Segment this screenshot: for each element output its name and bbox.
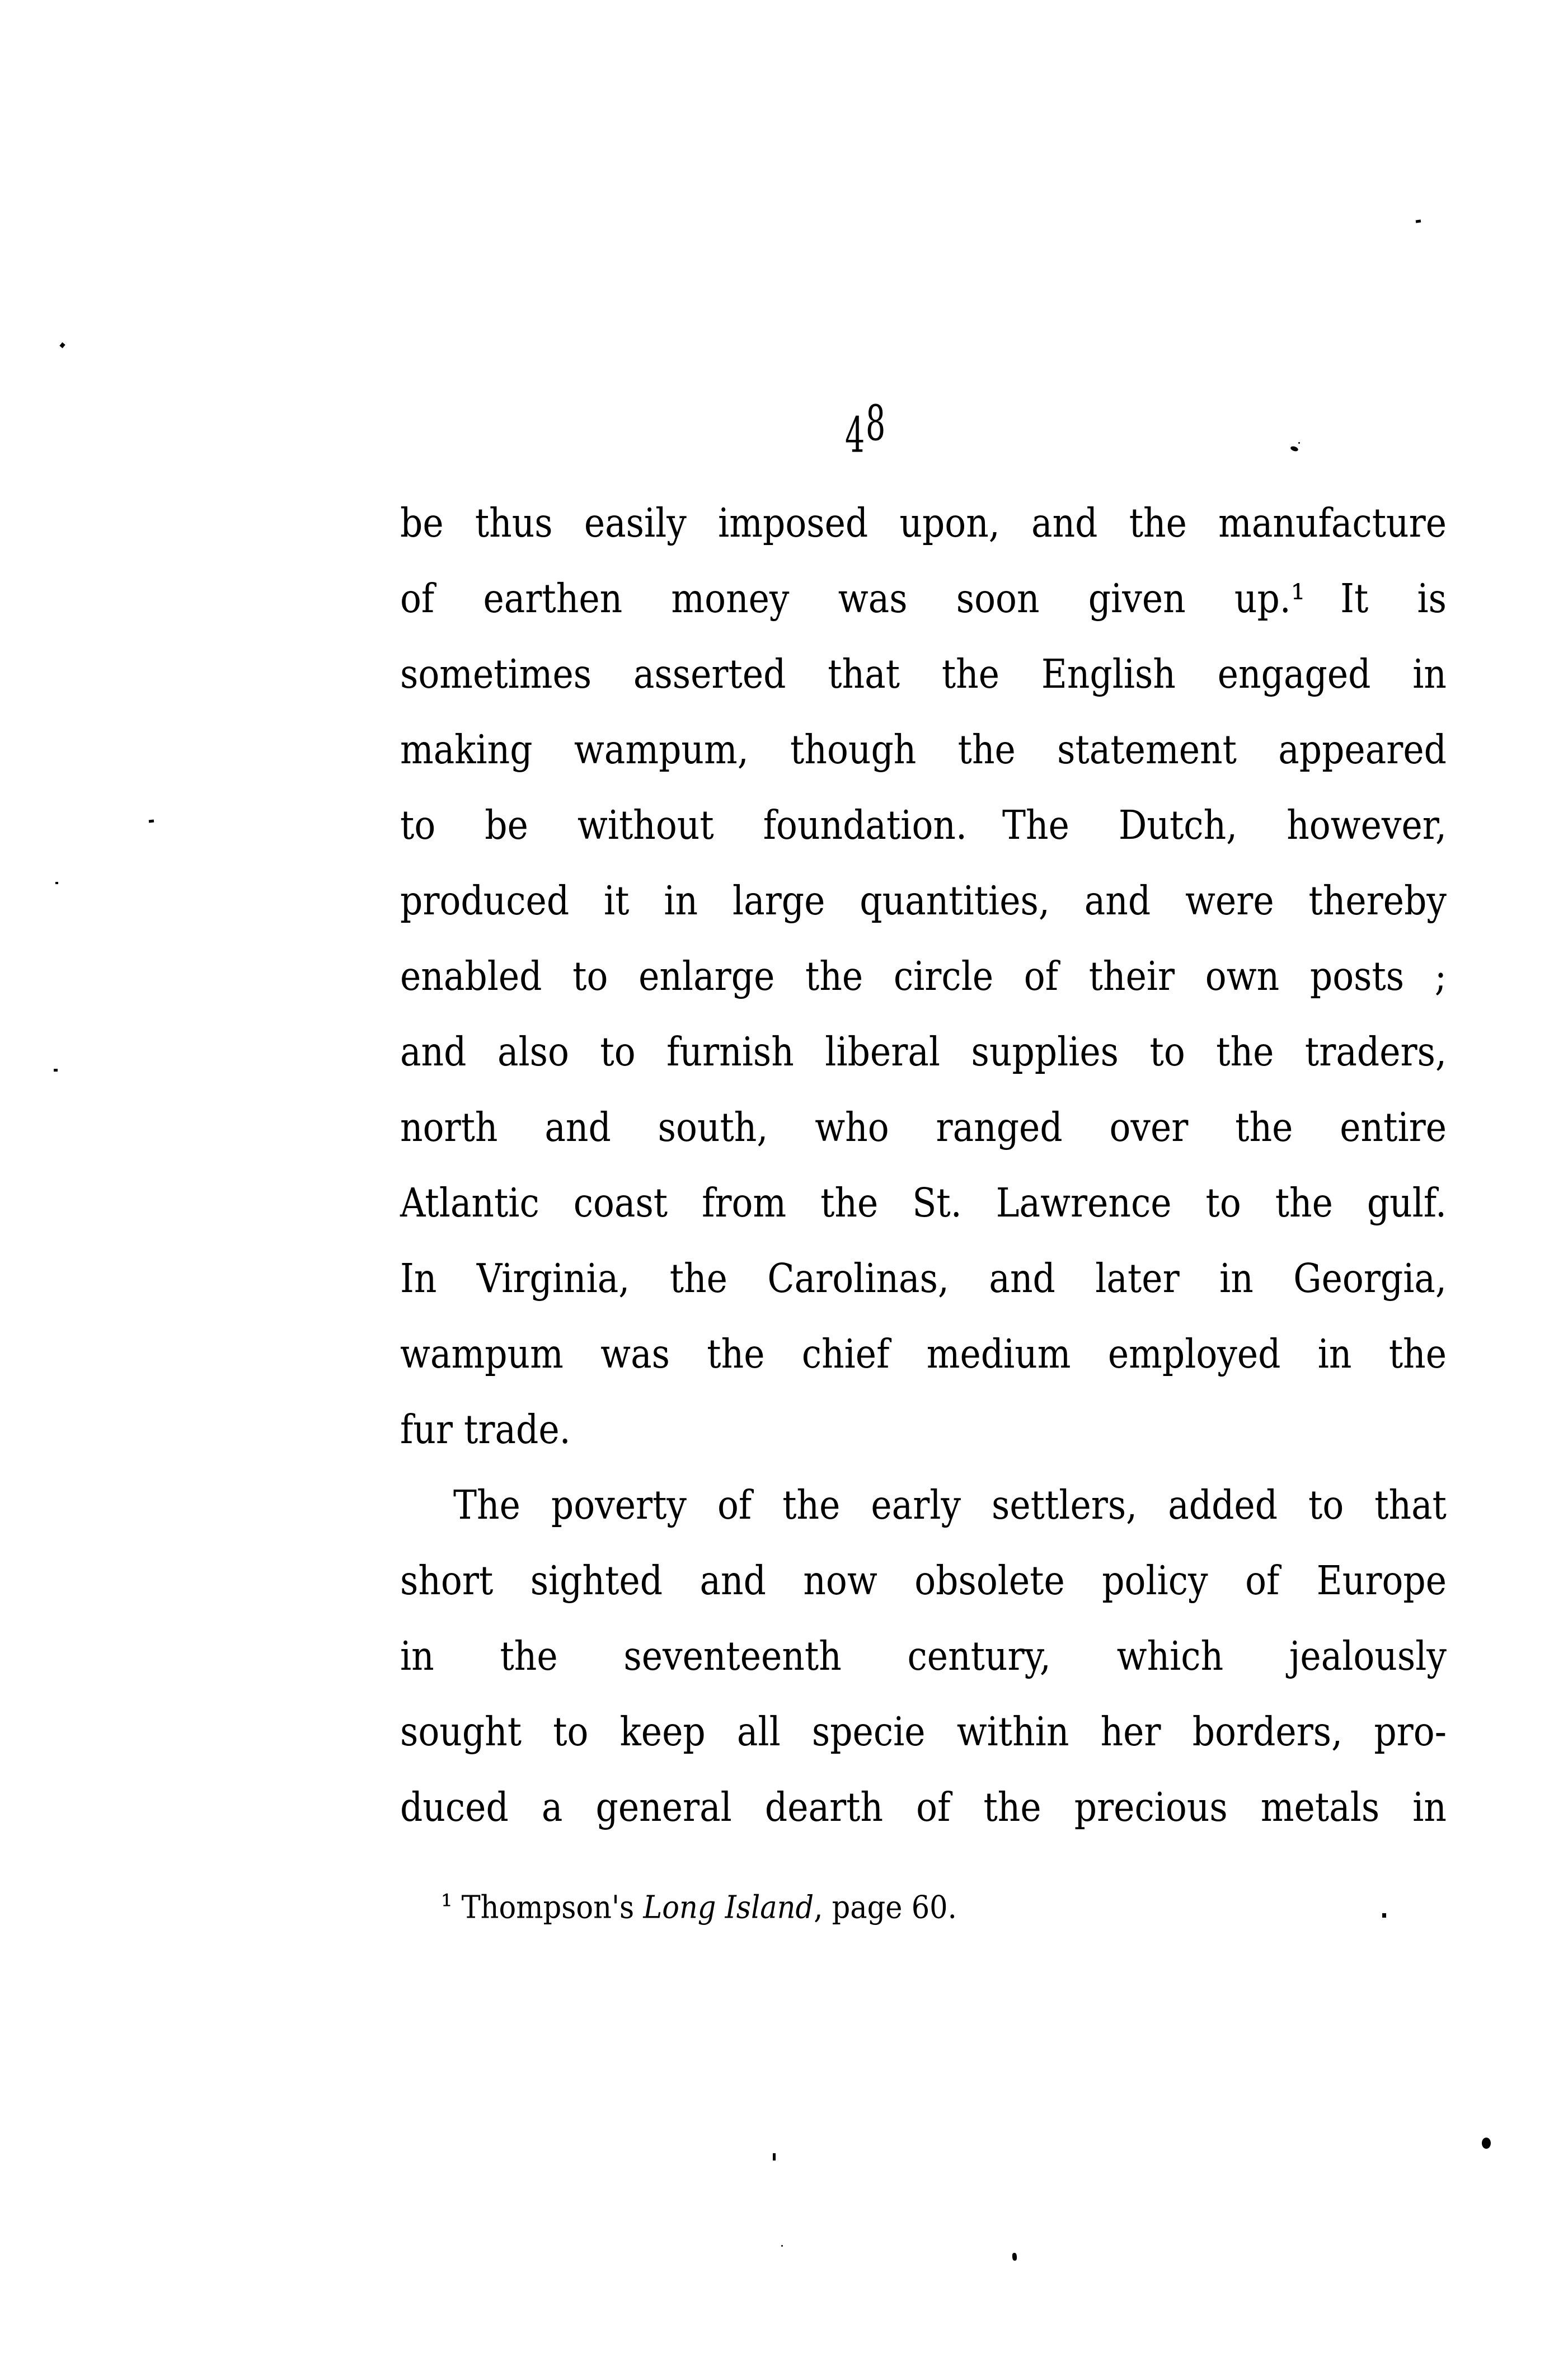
text-line: and also to furnish liberal supplies to the traders, xyxy=(400,1028,1447,1075)
text-line: produced it in large quantities, and were thereby xyxy=(400,877,1447,924)
text-line: enabled to enlarge the circle of their own posts ; xyxy=(400,953,1447,999)
ink-speck xyxy=(1382,1913,1386,1918)
text-line: Atlantic coast from the St. Lawrence to the gulf. xyxy=(400,1180,1447,1226)
text-line: be thus easily imposed upon, and the manufacture xyxy=(400,500,1447,546)
ink-speck xyxy=(773,2153,776,2161)
page-number-digit-4: 4 xyxy=(845,407,866,464)
ink-speck xyxy=(1482,2138,1491,2149)
ink-speck xyxy=(1012,2253,1017,2261)
ink-speck xyxy=(59,342,65,349)
text-line: short sighted and now obsolete policy of Europe xyxy=(400,1557,1447,1604)
ink-speck xyxy=(1416,219,1421,223)
footnote xyxy=(441,1879,1448,1936)
text-line: duced a general dearth of the precious metals in xyxy=(400,1784,1447,1830)
text-line: making wampum, though the statement appeared xyxy=(400,726,1447,773)
text-line: sought to keep all specie within her borders, pro- xyxy=(400,1708,1447,1755)
text-line: of earthen money was soon given up.¹ It is xyxy=(400,575,1447,622)
text-line: sometimes asserted that the English engaged in xyxy=(400,651,1447,697)
ink-speck xyxy=(55,882,58,884)
ink-speck xyxy=(1298,442,1300,444)
footnote-book-title-italic: Long Island xyxy=(643,1889,814,1926)
footnote-marker: ¹ xyxy=(441,1888,453,1925)
footnote-text-before: Thompson's xyxy=(452,1889,644,1926)
page-number xyxy=(845,395,886,464)
ink-speck xyxy=(54,1069,58,1072)
text-line: wampum was the chief medium employed in the xyxy=(400,1331,1447,1377)
text-line: in the seventeenth century, which jealously xyxy=(400,1633,1447,1679)
body-text xyxy=(400,486,1447,1845)
text-line: to be without foundation. The Dutch, however, xyxy=(400,802,1447,848)
ink-speck xyxy=(1290,445,1299,452)
text-line: north and south, who ranged over the entire xyxy=(400,1104,1447,1150)
page-number-digit-8: 8 xyxy=(865,395,886,452)
ink-speck xyxy=(781,2245,783,2247)
footnote-text-after: , page 60. xyxy=(814,1889,957,1926)
ink-speck xyxy=(149,820,154,823)
text-line: The poverty of the early settlers, added to that xyxy=(453,1482,1447,1528)
text-line: fur trade. xyxy=(400,1406,571,1453)
text-line: In Virginia, the Carolinas, and later in Georgia, xyxy=(400,1255,1447,1302)
